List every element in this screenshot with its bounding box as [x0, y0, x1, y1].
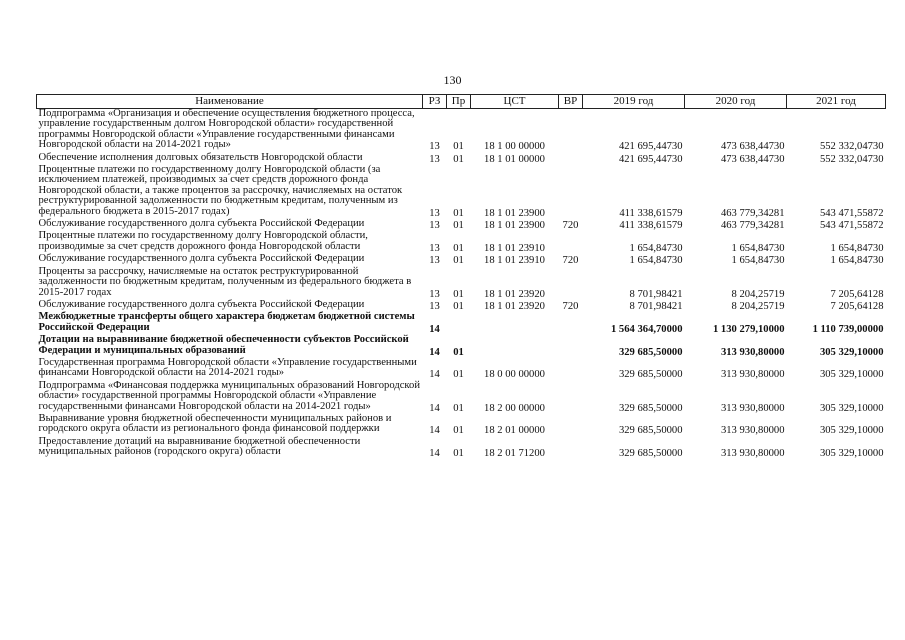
row-2019-amount: 329 685,50000: [618, 369, 683, 381]
row-2021-amount: 543 471,55872: [819, 220, 884, 232]
table-row: [37, 381, 886, 414]
row-2019-amount: 411 338,61579: [619, 207, 683, 219]
row-pr: 01: [453, 255, 464, 267]
header-cst: ЦСТ: [471, 95, 559, 109]
row-name: Государственная программа Новгородской области «Управление государственными финансами Новгородской области на 2014-2021 годы»: [38, 356, 417, 379]
row-rz: 13: [429, 300, 440, 312]
row-rz: 13: [429, 288, 440, 300]
table-row: [37, 109, 886, 153]
row-vr: [559, 335, 583, 358]
row-rz: 13: [429, 220, 440, 232]
row-name: Обслуживание государственного долга субъекта Российской Федерации: [38, 298, 365, 310]
row-vr: 720: [562, 300, 579, 312]
row-rz: 13: [429, 153, 440, 165]
header-2019: 2019 год: [583, 95, 685, 109]
row-2021-amount: 552 332,04730: [819, 153, 884, 165]
row-2019-amount: 1 654,84730: [629, 242, 683, 254]
row-cst: 18 1 01 23900: [484, 220, 545, 232]
row-2021-amount: 1 654,84730: [830, 242, 884, 254]
row-name: Процентные платежи по государственному долгу Новгородской области (за исключением платежей, производимых за счет средств дорожного фонда Новгородской области, а также процентов за рассрочку, начисляемых на остаток реструктурированной задолженности по бюджетным кредитам, полученным из федерального бюджета в 2015-2017 годах): [38, 164, 403, 217]
row-2019-amount: 421 695,44730: [618, 153, 683, 165]
row-2019-amount: 8 701,98421: [629, 300, 683, 312]
row-name: Подпрограмма «Финансовая поддержка муниципальных образований Новгородской области» государственной программы Новгородской области «Управление государственными финансами Новгородской области на 2014-2021 годы»: [38, 379, 420, 412]
row-pr: [447, 312, 471, 335]
row-2021-amount: 7 205,64128: [830, 288, 884, 300]
row-2021-amount: 1 110 739,00000: [812, 323, 884, 335]
row-vr: [559, 312, 583, 335]
row-cst: 18 1 01 23910: [484, 242, 545, 254]
header-rz: РЗ: [423, 95, 447, 109]
row-rz: 14: [429, 346, 440, 358]
row-2021-amount: 305 329,10000: [819, 425, 884, 437]
row-cst: 18 1 01 23910: [484, 255, 545, 267]
row-vr: [559, 437, 583, 460]
row-rz: 14: [429, 448, 440, 460]
row-pr: 01: [453, 300, 464, 312]
table-row: [37, 165, 886, 219]
header-row: [37, 95, 886, 109]
row-2020-amount: 473 638,44730: [720, 141, 785, 153]
row-2019-amount: 329 685,50000: [618, 402, 683, 414]
row-2020-amount: 313 930,80000: [720, 346, 785, 358]
row-cst: 18 1 01 23920: [484, 300, 545, 312]
table-row: [37, 231, 886, 254]
table-row: [37, 312, 886, 335]
table-row: [37, 254, 886, 266]
row-pr: 01: [453, 402, 464, 414]
table-body: [37, 109, 886, 460]
row-2019-amount: 329 685,50000: [618, 346, 683, 358]
row-rz: 13: [429, 141, 440, 153]
row-2019-amount: 329 685,50000: [618, 448, 683, 460]
row-vr: [559, 267, 583, 300]
row-cst: 18 2 00 00000: [484, 402, 545, 414]
header-name: Наименование: [37, 95, 423, 109]
row-rz: 14: [429, 369, 440, 381]
row-2020-amount: 1 654,84730: [731, 255, 785, 267]
row-vr: [559, 109, 583, 153]
row-cst: 18 1 01 23920: [484, 288, 545, 300]
row-cst: 18 1 00 00000: [484, 141, 545, 153]
row-vr: [559, 153, 583, 165]
row-rz: 14: [429, 425, 440, 437]
row-rz: 14: [429, 402, 440, 414]
row-pr: 01: [453, 346, 464, 358]
row-vr: [559, 381, 583, 414]
row-2021-amount: 7 205,64128: [830, 300, 884, 312]
row-cst: 18 2 01 71200: [484, 448, 545, 460]
row-vr: 720: [562, 255, 579, 267]
row-2021-amount: 305 329,10000: [819, 369, 884, 381]
row-vr: [559, 165, 583, 219]
row-vr: [559, 358, 583, 381]
table-row: [37, 335, 886, 358]
row-pr: 01: [453, 207, 464, 219]
row-name: Выравнивание уровня бюджетной обеспеченности муниципальных районов и городского округа области из регионального фонда финансовой поддержки: [38, 412, 392, 435]
row-name: Процентные платежи по государственному долгу Новгородской области, производимые за счет средств дорожного фонда Новгородской области: [38, 230, 368, 252]
row-2021-amount: 305 329,10000: [819, 402, 884, 414]
row-2020-amount: 313 930,80000: [720, 402, 785, 414]
row-rz: 13: [429, 255, 440, 267]
row-name: Подпрограмма «Организация и обеспечение осуществления бюджетного процесса, управление государственным долгом Новгородской области» государственной программы Новгородской области «Управление государственными финансами Новгородской области на 2014-2021 годы»: [38, 108, 415, 151]
row-cst: 18 2 01 00000: [484, 425, 545, 437]
table-row: [37, 267, 886, 300]
row-name: Проценты за рассрочку, начисляемые на остаток реструктурированной задолженности по бюджетным кредитам, полученным из федерального бюджета в 2015-2017 годах: [38, 265, 412, 298]
row-2020-amount: 1 130 279,10000: [712, 323, 785, 335]
row-pr: 01: [453, 448, 464, 460]
header-2020: 2020 год: [685, 95, 787, 109]
row-2019-amount: 411 338,61579: [619, 220, 683, 232]
row-vr: [559, 231, 583, 254]
header-2021: 2021 год: [787, 95, 886, 109]
table-header: [37, 95, 886, 109]
row-vr: 720: [562, 220, 579, 232]
row-name: Дотации на выравнивание бюджетной обеспеченности субъектов Российской Федерации и муниципальных образований: [38, 334, 409, 356]
row-2020-amount: 313 930,80000: [720, 448, 785, 460]
table-row: [37, 437, 886, 460]
row-pr: 01: [453, 153, 464, 165]
row-cst: 18 0 00 00000: [484, 369, 545, 381]
row-2019-amount: 1 564 364,70000: [610, 323, 683, 335]
row-2020-amount: 1 654,84730: [731, 242, 785, 254]
row-cst: 18 1 01 00000: [484, 153, 545, 165]
row-rz: 13: [429, 207, 440, 219]
row-name: Предоставление дотаций на выравнивание бюджетной обеспеченности муниципальных районов (городского округа) области: [38, 435, 361, 458]
row-cst: [471, 335, 559, 358]
row-rz: 13: [429, 242, 440, 254]
row-2020-amount: 8 204,25719: [731, 288, 785, 300]
page-number: 130: [443, 73, 462, 87]
row-2021-amount: 1 654,84730: [830, 255, 884, 267]
row-pr: 01: [453, 220, 464, 232]
row-2019-amount: 8 701,98421: [629, 288, 683, 300]
row-name: Обслуживание государственного долга субъекта Российской Федерации: [38, 218, 365, 230]
row-2020-amount: 463 779,34281: [720, 220, 785, 232]
row-2021-amount: 305 329,10000: [819, 448, 884, 460]
row-2021-amount: 543 471,55872: [819, 207, 884, 219]
row-2021-amount: 305 329,10000: [819, 346, 884, 358]
row-name: Обслуживание государственного долга субъекта Российской Федерации: [38, 253, 365, 265]
row-2019-amount: 329 685,50000: [618, 425, 683, 437]
row-2020-amount: 8 204,25719: [731, 300, 785, 312]
header-vr: ВР: [559, 95, 583, 109]
row-pr: 01: [453, 425, 464, 437]
row-pr: 01: [453, 242, 464, 254]
table-row: [37, 414, 886, 437]
row-name: Межбюджетные трансферты общего характера бюджетам бюджетной системы Российской Федерации: [38, 311, 415, 333]
budget-table: [36, 94, 886, 460]
row-name: Обеспечение исполнения долговых обязательств Новгородской области: [38, 151, 363, 163]
row-pr: 01: [453, 288, 464, 300]
row-rz: 14: [429, 323, 440, 335]
row-2019-amount: 421 695,44730: [618, 141, 683, 153]
row-cst: 18 1 01 23900: [484, 207, 545, 219]
row-vr: [559, 414, 583, 437]
row-2020-amount: 463 779,34281: [720, 207, 785, 219]
row-2019-amount: 1 654,84730: [629, 255, 683, 267]
row-cst: [471, 312, 559, 335]
row-pr: 01: [453, 141, 464, 153]
row-2020-amount: 313 930,80000: [720, 369, 785, 381]
header-pr: Пр: [447, 95, 471, 109]
table-row: [37, 358, 886, 381]
row-2020-amount: 473 638,44730: [720, 153, 785, 165]
row-pr: 01: [453, 369, 464, 381]
row-2020-amount: 313 930,80000: [720, 425, 785, 437]
row-2021-amount: 552 332,04730: [819, 141, 884, 153]
